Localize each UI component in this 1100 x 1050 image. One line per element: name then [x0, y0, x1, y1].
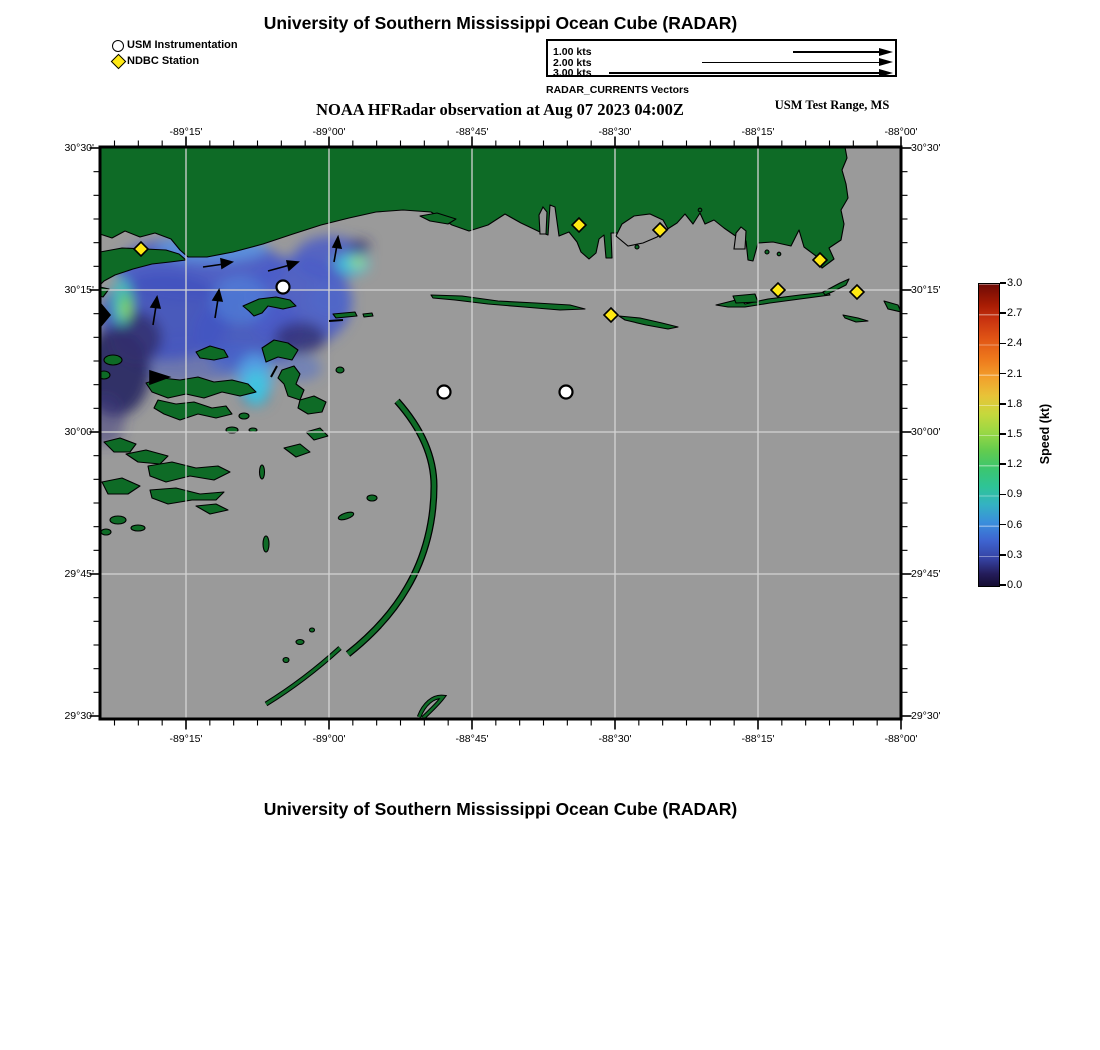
lon-tick-label-bottom: -88°00'	[884, 733, 918, 745]
vector-scale-box	[546, 39, 897, 77]
lat-tick-label-right: 29°45'	[911, 568, 941, 580]
colorbar-tick-label: 3.0	[1007, 277, 1023, 289]
lon-tick-label-bottom: -88°45'	[455, 733, 489, 745]
lon-tick-label-top: -88°15'	[741, 126, 775, 138]
ndbc-station-icon	[111, 54, 127, 70]
lon-tick-label-top: -88°00'	[884, 126, 918, 138]
colorbar-tick-label: 0.9	[1007, 488, 1023, 500]
map	[60, 115, 951, 760]
lat-tick-label-right: 29°30'	[911, 710, 941, 722]
scale-arrowhead-1kt	[879, 48, 893, 56]
lon-tick-label-bottom: -89°15'	[169, 733, 203, 745]
legend-ndbc-label: NDBC Station	[127, 55, 200, 67]
lat-tick-label-left: 30°15'	[64, 284, 94, 296]
scale-row-3kt: 3.00 kts	[553, 67, 592, 79]
lon-tick-label-bottom: -88°30'	[598, 733, 632, 745]
lat-tick-label-right: 30°15'	[911, 284, 941, 296]
lat-tick-label-left: 29°45'	[64, 568, 94, 580]
legend-usm-label: USM Instrumentation	[127, 39, 238, 51]
colorbar-tick-label: 2.1	[1007, 368, 1023, 380]
colorbar-tick-label: 0.3	[1007, 549, 1023, 561]
figure-title: University of Southern Mississippi Ocean Cube (RADAR)	[263, 13, 738, 33]
colorbar-tick-label: 0.6	[1007, 519, 1023, 531]
colorbar-tick-label: 1.8	[1007, 398, 1023, 410]
colorbar-tick-label: 2.4	[1007, 337, 1023, 349]
colorbar-tick-label: 0.0	[1007, 579, 1023, 591]
scale-row-2kt: 2.00 kts	[553, 56, 592, 69]
lon-tick-label-top: -88°30'	[598, 126, 632, 138]
colorbar-tick-label: 1.2	[1007, 458, 1023, 470]
lat-tick-label-left: 29°30'	[64, 710, 94, 722]
colorbar	[978, 283, 1000, 587]
scale-arrowhead-2kt	[879, 58, 893, 66]
scale-arrow-1kt	[793, 51, 880, 53]
colorbar-tick-label: 2.7	[1007, 307, 1023, 319]
lat-tick-label-right: 30°30'	[911, 142, 941, 154]
vector-scale-caption: RADAR_CURRENTS Vectors	[546, 84, 689, 96]
scale-row-1kt: 1.00 kts	[553, 46, 592, 58]
footer-title: University of Southern Mississippi Ocean Cube (RADAR)	[263, 799, 738, 819]
lon-tick-label-top: -88°45'	[455, 126, 489, 138]
colorbar-title: Speed (kt)	[1038, 403, 1052, 465]
lon-tick-label-top: -89°15'	[169, 126, 203, 138]
lat-tick-label-left: 30°00'	[64, 426, 94, 438]
scale-arrow-3kt	[609, 72, 880, 74]
scale-arrow-2kt	[702, 62, 880, 64]
usm-instrumentation-icon	[112, 40, 124, 52]
colorbar-tick-label: 1.5	[1007, 428, 1023, 440]
scale-arrowhead-3kt	[879, 69, 893, 77]
lat-tick-label-right: 30°00'	[911, 426, 941, 438]
range-label: USM Test Range, MS	[774, 98, 890, 112]
lon-tick-label-bottom: -88°15'	[741, 733, 775, 745]
lon-tick-label-top: -89°00'	[312, 126, 346, 138]
lat-tick-label-left: 30°30'	[64, 142, 94, 154]
lon-tick-label-bottom: -89°00'	[312, 733, 346, 745]
observation-subtitle: NOAA HFRadar observation at Aug 07 2023 04:00Z	[316, 100, 684, 119]
